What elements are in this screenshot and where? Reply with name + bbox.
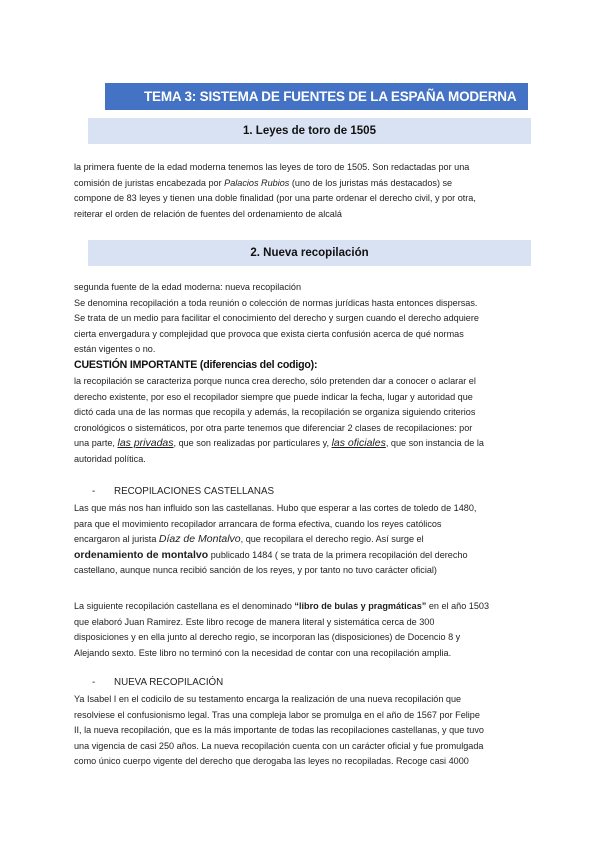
paragraph-leyes-de-toro xyxy=(74,160,530,222)
document-title: TEMA 3: SISTEMA DE FUENTES DE LA ESPAÑA MODERNA xyxy=(105,83,528,110)
text-line: reiterar el orden de relación de fuentes del ordenamiento de alcalá xyxy=(74,208,342,219)
text-line: una vigencia de casi 250 años. La nueva recopilación cuenta con un carácter oficial y fue promulgada xyxy=(74,740,484,751)
text-line: disposiciones y en ella junto al derecho regio, se incorporan las (disposiciones) de Docencio 8 y xyxy=(74,632,461,643)
list-dash: - xyxy=(92,486,96,497)
text-line: Alejando sexto. Este libro no terminó con la necesidad de contar con una recopilación amplia. xyxy=(74,647,452,658)
text-line: II, la nueva recopilación, que es la más importante de todas las recopilaciones castellanas, y que tuvo xyxy=(74,725,484,736)
text-line: ordenamiento de montalvo publicado 1484 ( se trata de la primera recopilación del derecho xyxy=(74,548,468,561)
text-line: encargaron al jurista Díaz de Montalvo, que recopilara el derecho regio. Así surge el xyxy=(74,533,424,546)
text-line: resolviese el confusionismo legal. Tras una compleja labor se promulga en el año de 1567 por Felipe xyxy=(74,709,480,720)
paragraph-nueva-recopilacion xyxy=(74,692,530,770)
paragraph-libro-de-bulas xyxy=(74,599,530,661)
paragraph-definition xyxy=(74,280,530,358)
jurist-diaz-de-montalvo: Díaz de Montalvo xyxy=(158,533,241,546)
text-line: dictó cada una de las normas que recopila y además, la recopilación se organiza siguiendo criterios xyxy=(74,407,476,418)
term-libro-de-bulas: “libro de bulas y pragmáticas” xyxy=(294,601,427,611)
important-question-heading: CUESTIÓN IMPORTANTE (diferencias del codigo): xyxy=(74,359,318,371)
text-line: cierta envergadura y complejidad que provoca que exista cierta confusión acerca de qué normas xyxy=(74,328,464,339)
text-line: la recopilación se caracteriza porque nunca crea derecho, sólo pretenden dar a conocer o aclarar el xyxy=(74,376,476,386)
term-las-privadas: las privadas xyxy=(117,437,174,450)
text-line: cronológicos o sistemáticos, por otra parte tenemos que diferenciar 2 clases de recopilaciones: por xyxy=(74,422,473,433)
text-line: que elaboró Juan Ramirez. Este libro recoge de manera literal y sistemática cerca de 300 xyxy=(74,616,435,627)
text-line: como único cuerpo vigente del derecho que derogaba las leyes no recopiladas. Recoge casi 4000 xyxy=(74,756,469,767)
text-line: la primera fuente de la edad moderna tenemos las leyes de toro de 1505. Son redactadas por una xyxy=(74,162,470,172)
text-line: Ya Isabel I en el codicilo de su testamento encarga la realización de una nueva recopilación que xyxy=(74,694,462,704)
subheading-nueva-recopilacion: - NUEVA RECOPILACIÓN xyxy=(92,677,224,688)
text-line: están vigentes o no. xyxy=(74,344,156,355)
text-line: Se trata de un medio para facilitar el conocimiento del derecho y surgen cuando el derecho adquiere xyxy=(74,313,479,324)
text-line: Las que más nos han influido son las castellanas. Hubo que esperar a las cortes de toledo de 1480, xyxy=(74,503,477,513)
section-heading-leyes-de-toro: 1. Leyes de toro de 1505 xyxy=(88,118,531,144)
text-line: para que el movimiento recopilador arrancara de forma efectiva, cuando los reyes católicos xyxy=(74,518,442,529)
paragraph-castellanas xyxy=(74,501,530,579)
text-line: comisión de juristas encabezada por Palacios Rubios (uno de los juristas más destacados) se xyxy=(74,177,453,188)
text-line: una parte, las privadas, que son realizadas por particulares y, las oficiales, que son instancia de la xyxy=(74,437,484,450)
text-line: castellano, aunque nunca recibió sanción de los reyes, y por tanto no tuvo carácter oficial) xyxy=(74,565,437,576)
jurist-name: Palacios Rubios xyxy=(224,177,290,188)
text-line: autoridad política. xyxy=(74,453,146,464)
text-line: La siguiente recopilación castellana es el denominado “libro de bulas y pragmáticas” en el año 1503 xyxy=(74,601,490,611)
term-ordenamiento-de-montalvo: ordenamiento de montalvo xyxy=(74,548,209,561)
term-las-oficiales: las oficiales xyxy=(331,437,386,450)
text-line: segunda fuente de la edad moderna: nueva recopilación xyxy=(74,282,302,292)
section-heading-nueva-recopilacion: 2. Nueva recopilación xyxy=(88,240,531,266)
text-line: Se denomina recopilación a toda reunión o colección de normas jurídicas hasta entonces dispersas. xyxy=(74,297,478,308)
subheading-recopilaciones-castellanas: - RECOPILACIONES CASTELLANAS xyxy=(92,486,275,497)
text-line: derecho existente, por eso el recopilador siempre que puede indicar la fecha, lugar y autoridad que xyxy=(74,391,473,402)
list-dash: - xyxy=(92,677,96,688)
paragraph-characteristics xyxy=(74,374,530,468)
text-line: compone de 83 leyes y tienen una doble finalidad (por una parte ordenar el derecho civil, y por otra, xyxy=(74,193,476,204)
